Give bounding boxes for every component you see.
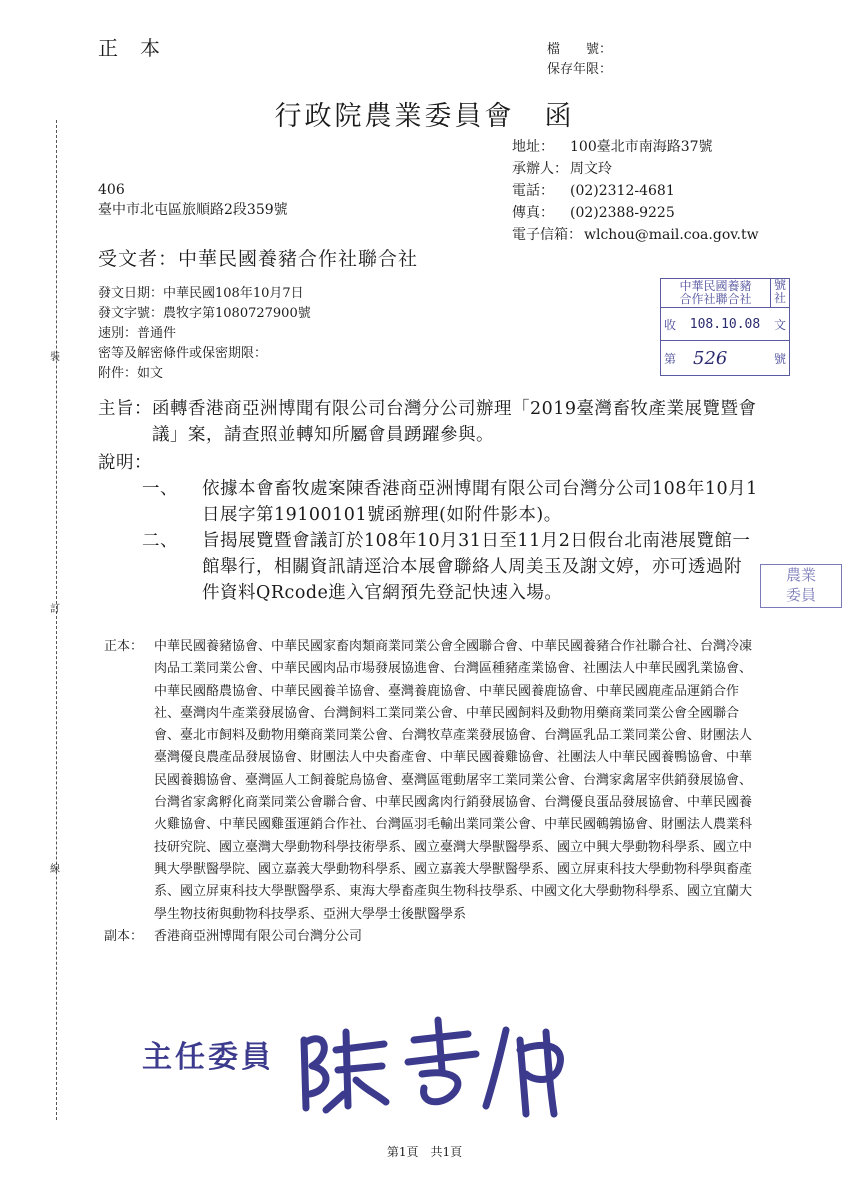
explanation-label: 說明： [98, 453, 152, 473]
file-number-label: 檔 號： [547, 42, 613, 57]
sender-handler: 周文玲 [570, 161, 612, 177]
explanation-index: 二、 [142, 531, 178, 551]
document-title: 行政院農業委員會 函 [274, 101, 575, 132]
speed-class: 速別：普通件 [98, 326, 177, 341]
archive-info [547, 40, 612, 80]
stamp-side: 號 社 [770, 279, 789, 307]
sender-email[interactable]: wlchou@mail.coa.gov.tw [584, 227, 759, 243]
explanation-text: 依據本會畜牧處案陳香港商亞洲博聞有限公司台灣分公司108年10月1日展字第19100101號函辦理(如附件影本)。 [202, 479, 758, 525]
issue-number: 發文字號：農牧字第1080727900號 [98, 306, 311, 321]
subject-label: 主旨： [98, 399, 152, 419]
copy-mark: 正本 [98, 36, 182, 60]
overlap-seal: 農業 委員 [760, 564, 842, 608]
address-label: 地址： [512, 139, 554, 155]
recipient-line: 受文者：中華民國養豬合作社聯合社 [98, 248, 419, 270]
document-body [98, 396, 758, 606]
handler-label: 承辦人： [512, 161, 568, 177]
binding-dashed-line [56, 120, 57, 1120]
binding-mark-zhuang: 裝 [50, 352, 60, 363]
page-number: 第1頁 共1頁 [386, 1145, 463, 1159]
sender-address: 100臺北市南海路37號 [570, 139, 713, 155]
stamp-number: 526 [693, 347, 728, 369]
fax-label: 傳真： [512, 205, 554, 221]
handwritten-signature [296, 1010, 586, 1120]
signatory-title: 主任委員 [142, 1040, 274, 1075]
recipient-address [98, 180, 288, 220]
sender-phone: (02)2312-4681 [570, 183, 675, 199]
explanation-text: 旨揭展覽暨會議訂於108年10月31日至11月2日假台北南港展覽館一館舉行，相關資訊請逕洽本展會聯絡人周美玉及謝文婷，亦可透過附件資料QRcode進入官網預先登記快速入場。 [202, 531, 751, 603]
attachment-note: 附件：如文 [98, 366, 164, 381]
cc-recipients: 香港商亞洲博聞有限公司台灣分公司 [154, 928, 363, 944]
explanation-item [142, 528, 758, 606]
main-recipients-label: 正本： [104, 639, 144, 654]
recipient-zip: 406 [98, 182, 125, 198]
sender-info [512, 136, 760, 246]
sender-fax: (02)2388-9225 [570, 205, 675, 221]
explanation-index: 一、 [142, 479, 178, 499]
subject-paragraph [98, 396, 758, 448]
stamp-receive-char: 收 [663, 317, 676, 332]
subject-text: 函轉香港商亞洲博聞有限公司台灣分公司辦理「2019臺灣畜牧產業展覽暨會議」案，請查照並轉知所屬會員踴躍參與。 [152, 399, 757, 445]
binding-mark-xian: 線 [50, 864, 60, 875]
stamp-di-char: 第 [663, 351, 676, 366]
stamp-org: 中華民國養豬 合作社聯合社 [679, 279, 752, 306]
stamp-date: 108.10.08 [689, 316, 761, 332]
secrecy-level: 密等及解密條件或保密期限： [98, 346, 268, 361]
distribution-list [104, 636, 756, 948]
document-meta [98, 284, 311, 384]
cc-label: 副本： [104, 928, 144, 944]
stamp-wen-char: 文 [773, 317, 786, 332]
main-recipients: 中華民國養豬協會、中華民國家畜肉類商業同業公會全國聯合會、中華民國養豬合作社聯合社、台灣冷凍肉品工業同業公會、中華民國肉品市場發展協進會、台灣區種豬產業協會、社團法人中華民國乳業協會、中華民國酪農協會、中華民國養羊協會、臺灣養鹿協會、中華民國養鹿協會、中華民國鹿產品運銷合作社、臺灣肉牛產業發展協會、台灣飼料工業同業公會、中華民國飼料及動物用藥商業同業公會全國聯合會、臺北市飼料及動物用藥商業同業公會、台灣牧草產業發展協會、台灣區乳品工業同業公會、財團法人臺灣優良農產品發展協會、財團法人中央畜產會、中華民國養雞協會、社團法人中華民國養鴨協會、中華民國養鵝協會、臺灣區人工飼養鴕鳥協會、臺灣區電動屠宰工業同業公會、台灣家禽屠宰供銷發展協會、台灣省家禽孵化商業同業公會聯合會、中華民國禽肉行銷發展協會、台灣優良蛋品發展協會、中華民國養火雞協會、中華民國雞蛋運銷合作社、台灣區羽毛輸出業同業公會、中華民國鵪鶉協會、財團法人農業科技研究院、國立臺灣大學動物科學技術學系、國立臺灣大學獸醫學系、國立中興大學動物科學系、國立中興大學獸醫學院、國立嘉義大學動物科學系、國立嘉義大學獸醫學系、國立屏東科技大學動物科學與畜產系、國立屏東科技大學獸醫學系、東海大學畜產與生物科技學系、中國文化大學動物科學系、國立宜蘭大學生物技術與動物科技學系、亞洲大學學士後獸醫學系 [154, 639, 753, 922]
phone-label: 電話： [512, 183, 554, 199]
binding-mark-ding: 訂 [50, 604, 60, 615]
email-label: 電子信箱： [512, 227, 582, 243]
retention-label: 保存年限： [547, 62, 613, 77]
stamp-hao-char: 號 [773, 351, 786, 366]
received-stamp [660, 278, 790, 376]
recipient-street: 臺中市北屯區旅順路2段359號 [98, 202, 288, 218]
issue-date: 發文日期：中華民國108年10月7日 [98, 286, 304, 301]
explanation-item [142, 476, 758, 528]
